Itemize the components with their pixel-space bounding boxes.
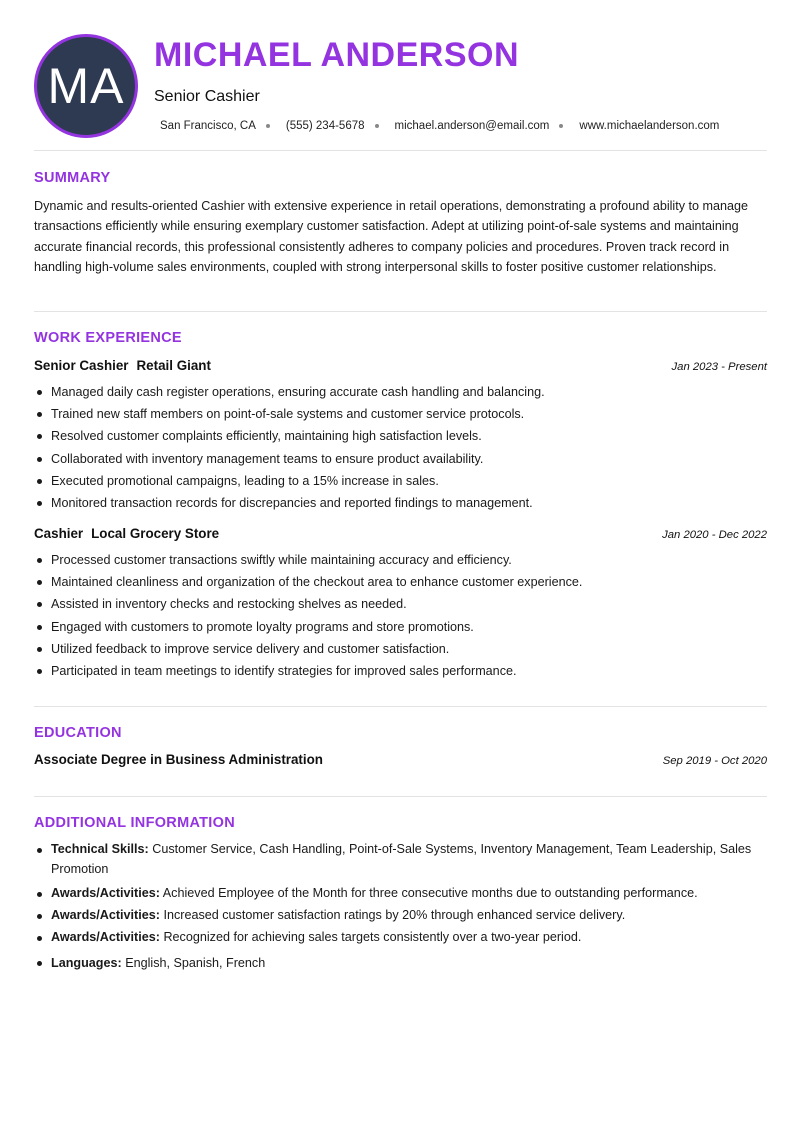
info-text: English, Spanish, French [125,955,266,970]
list-item: Collaborated with inventory management teams to ensure product availability. [34,448,767,470]
list-item: Processed customer transactions swiftly while maintaining accuracy and efficiency. [34,549,767,571]
job-role: Senior Cashier Retail Giant [34,358,211,373]
info-label: Languages: [51,955,122,970]
section-title-additional: ADDITIONAL INFORMATION [34,815,235,831]
section-title-experience: WORK EXPERIENCE [34,330,182,346]
contact-location: San Francisco, CA [160,120,286,132]
avatar [34,34,138,138]
info-label: Technical Skills: [51,842,149,856]
contact-email: michael.anderson@email.com [395,120,580,132]
job-company: Retail Giant [136,358,211,373]
job-role: Cashier Local Grocery Store [34,526,220,541]
job-dates: Jan 2023 - Present [671,361,767,373]
separator-dot [266,124,270,128]
info-text: Increased customer satisfaction ratings by 20% through enhanced service delivery. [163,908,626,922]
section-title-education: EDUCATION [34,725,122,741]
job-company: Local Grocery Store [91,526,220,541]
job-header [34,358,767,373]
contact-website: www.michaelanderson.com [579,120,720,132]
candidate-name: MICHAEL ANDERSON [154,36,520,74]
info-label: Awards/Activities: [51,886,160,900]
list-item [34,928,767,948]
list-item: Executed promotional campaigns, leading to a 15% increase in sales. [34,470,767,492]
additional-list [34,840,767,973]
candidate-title: Senior Cashier [154,88,260,105]
list-item: Monitored transaction records for discrepancies and reported findings to management. [34,492,767,514]
list-item: Engaged with customers to promote loyalty programs and store promotions. [34,616,767,638]
info-text: Achieved Employee of the Month for three consecutive months due to outstanding performance. [162,886,698,900]
list-item: Utilized feedback to improve service delivery and customer satisfaction. [34,638,767,660]
list-item: Participated in team meetings to identify strategies for improved sales performance. [34,660,767,682]
summary-text: Dynamic and results-oriented Cashier with extensive experience in retail operations, demonstrating a profound ability to manage transactions efficiently while ensuring exemplary customer satisfaction. Adept at utilizing point-of-sale systems and maintaining accurate financial records, this professional consistently adheres to company policies and procedures. Proven track record in handling high-volume sales environments, coupled with strong interpersonal skills to foster positive customer relationships. [34,199,749,274]
separator-dot [375,124,379,128]
list-item: Managed daily cash register operations, ensuring accurate cash handling and balancing. [34,381,767,403]
list-item: Resolved customer complaints efficiently, maintaining high satisfaction levels. [34,425,767,447]
list-item [34,884,767,904]
education-dates: Sep 2019 - Oct 2020 [662,755,767,767]
info-label: Awards/Activities: [51,930,160,944]
list-item [34,840,767,879]
contact-line [160,120,760,132]
info-label: Awards/Activities: [51,908,160,922]
info-text: Recognized for achieving sales targets consistently over a two-year period. [163,930,582,944]
list-item: Maintained cleanliness and organization of the checkout area to enhance customer experience. [34,571,767,593]
divider [34,311,767,312]
divider [34,706,767,707]
job-header [34,526,767,541]
avatar-initials: MA [47,58,125,114]
job-bullets [34,549,767,682]
education-degree: Associate Degree in Business Administration [34,752,323,767]
contact-phone: (555) 234-5678 [286,120,395,132]
divider [34,150,767,151]
job-dates: Jan 2020 - Dec 2022 [662,529,767,541]
list-item [34,954,767,974]
list-item: Trained new staff members on point-of-sale systems and customer service protocols. [34,403,767,425]
list-item: Assisted in inventory checks and restocking shelves as needed. [34,593,767,615]
section-title-summary: SUMMARY [34,170,111,186]
job-bullets [34,381,767,514]
divider [34,796,767,797]
list-item [34,906,767,926]
info-text: Customer Service, Cash Handling, Point-of-Sale Systems, Inventory Management, Team Leadership, Sales Promotion [51,842,752,876]
separator-dot [559,124,563,128]
education-entry [34,752,767,767]
